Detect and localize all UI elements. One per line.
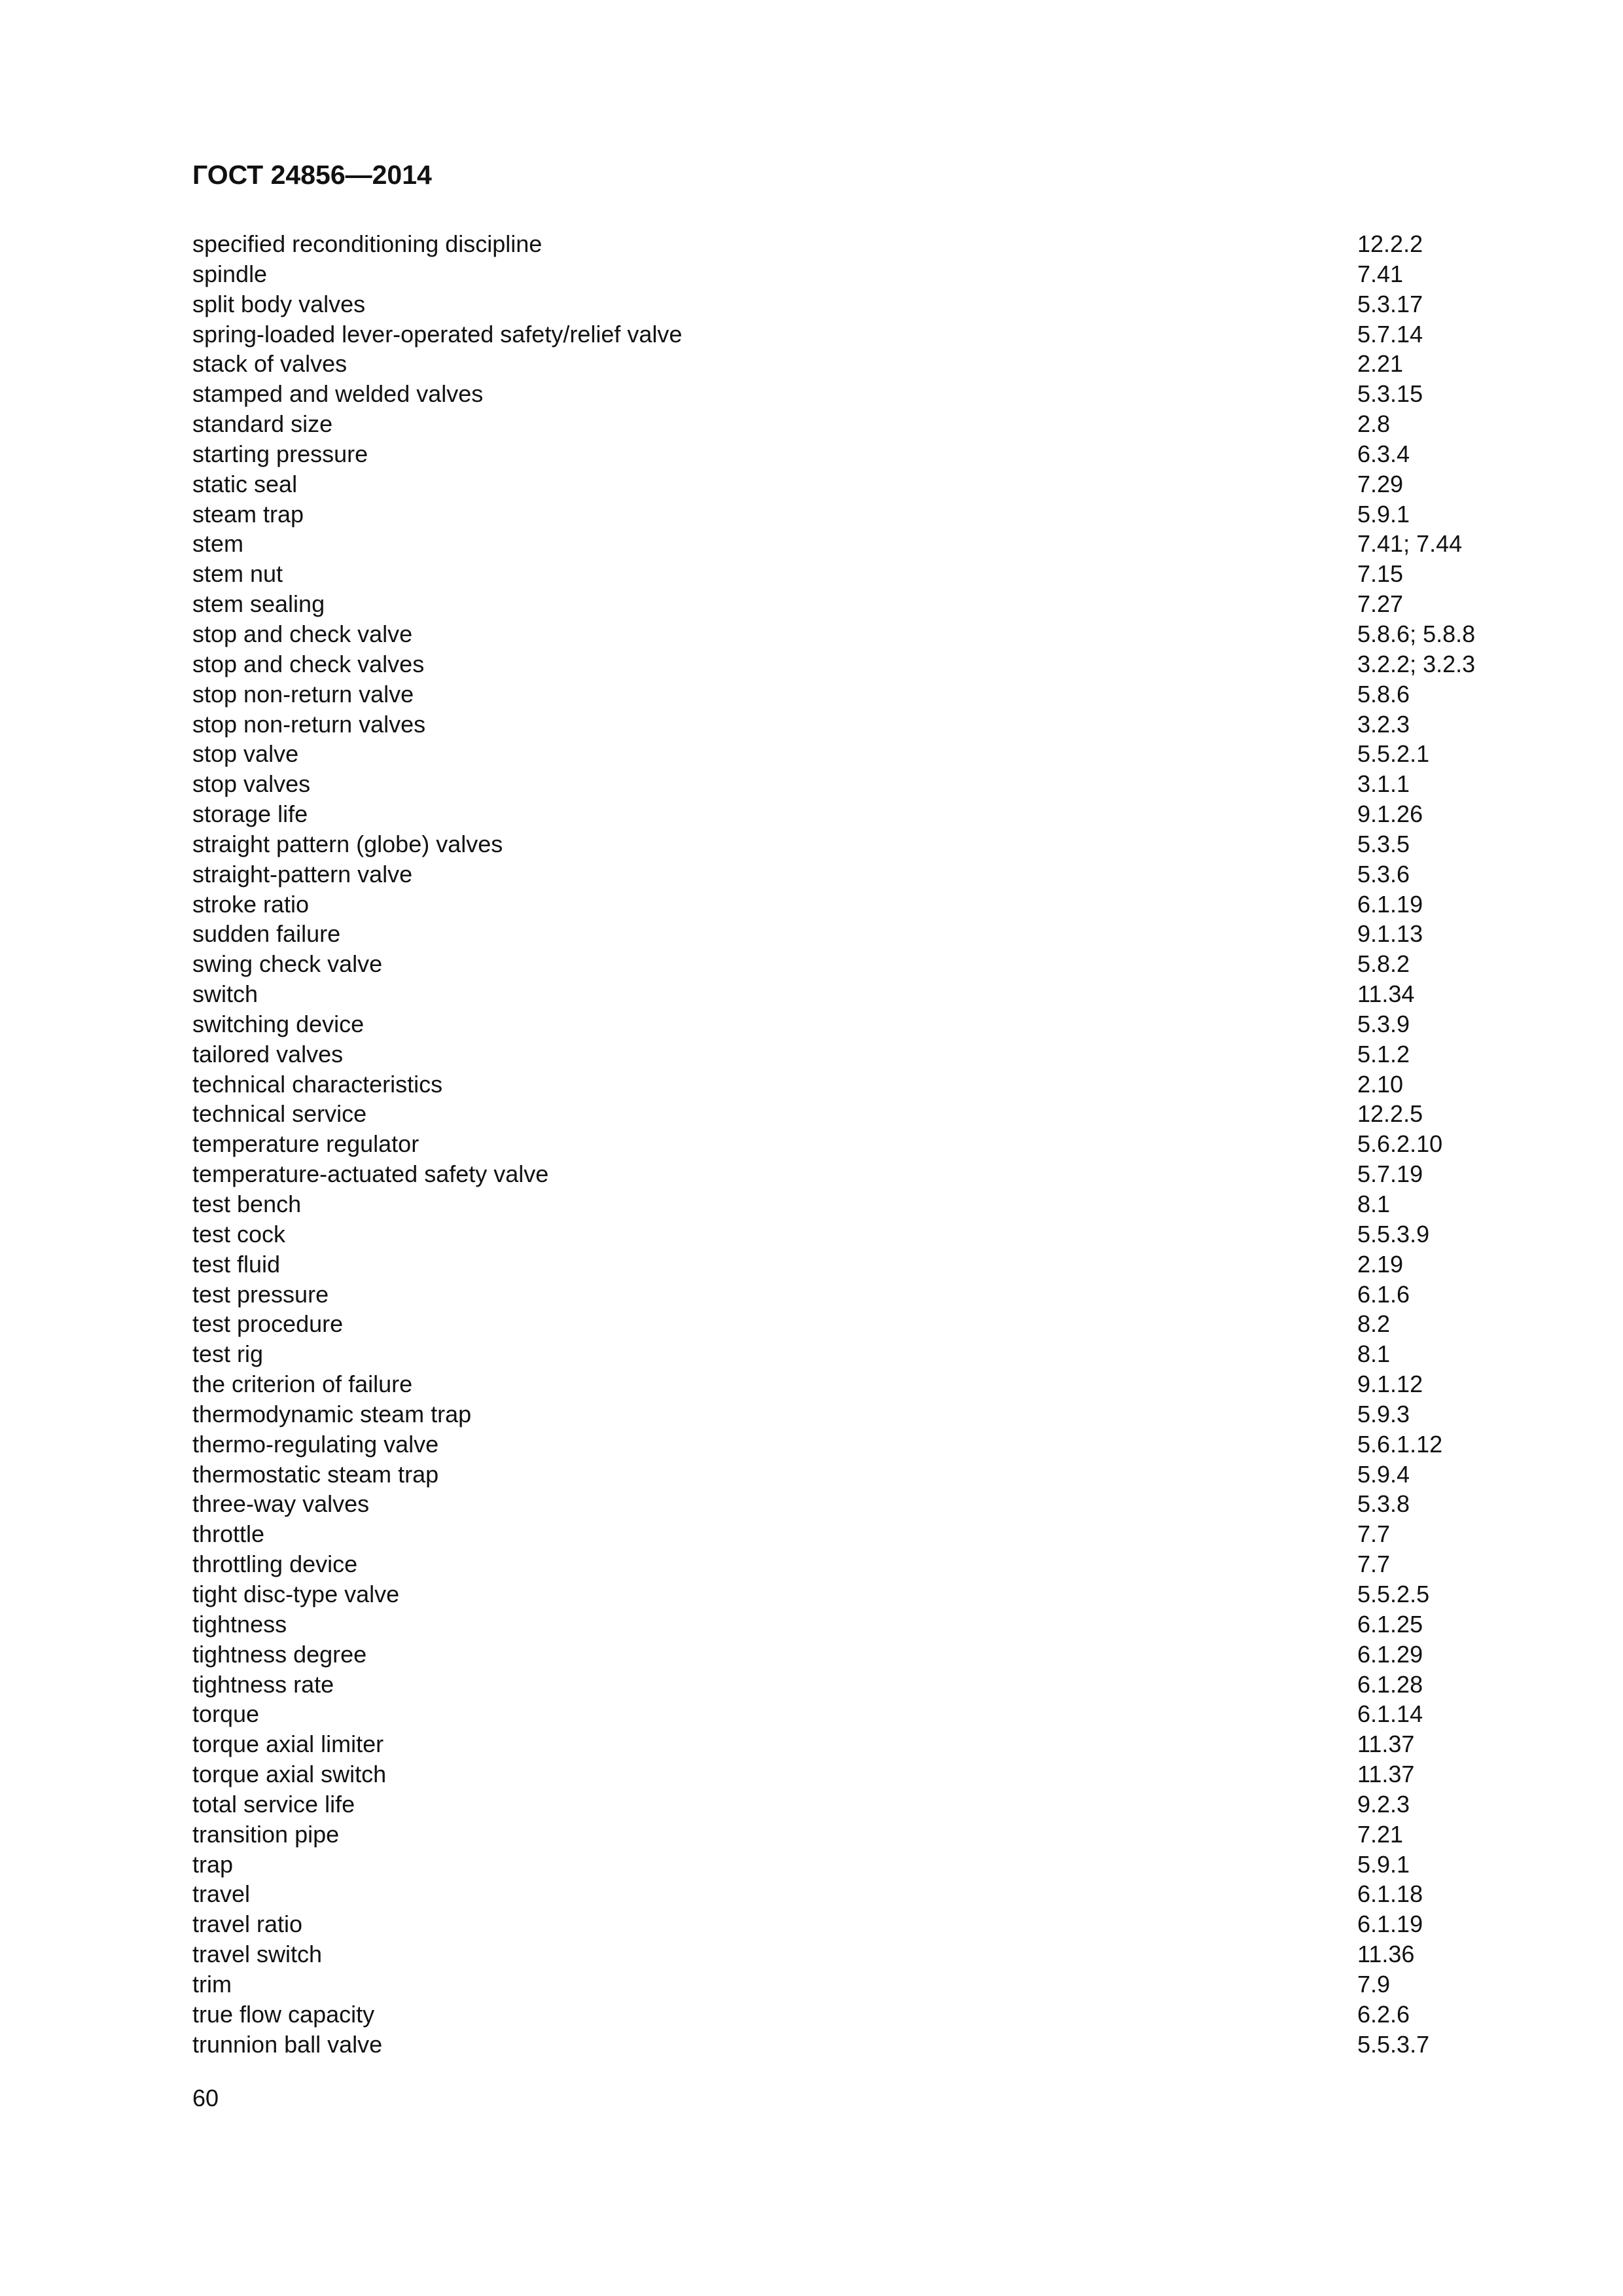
index-term: sudden failure	[192, 920, 341, 948]
index-reference: 6.1.29	[1357, 1640, 1423, 1668]
index-entry	[192, 1640, 1501, 1670]
index-entry	[192, 1249, 1501, 1280]
index-term: static seal	[192, 470, 298, 497]
index-reference: 6.1.25	[1357, 1610, 1423, 1638]
index-reference: 5.5.2.1	[1357, 740, 1430, 768]
index-term: test bench	[192, 1191, 302, 1217]
index-reference: 2.21	[1357, 350, 1404, 378]
index-entry	[192, 1969, 1501, 2000]
index-entry	[192, 1159, 1501, 1189]
index-reference: 5.6.2.10	[1357, 1130, 1443, 1158]
index-entry	[192, 2030, 1501, 2060]
index-term: stop valve	[192, 740, 299, 768]
index-entry	[192, 709, 1501, 740]
index-reference: 6.1.19	[1357, 1910, 1423, 1938]
index-reference: 8.2	[1357, 1310, 1391, 1338]
index-reference: 5.1.2	[1357, 1040, 1410, 1067]
index-entry	[192, 469, 1501, 499]
index-entry	[192, 1609, 1501, 1640]
index-entry	[192, 559, 1501, 589]
index-term: test procedure	[192, 1310, 344, 1338]
document-header: ГОСТ 24856—2014	[192, 160, 432, 190]
index-reference: 8.1	[1357, 1191, 1391, 1217]
index-term: switching device	[192, 1010, 365, 1037]
index-entry	[192, 439, 1501, 469]
index-reference: 9.1.26	[1357, 800, 1423, 828]
index-term: trap	[192, 1850, 234, 1878]
index-entry	[192, 1939, 1501, 1969]
index-reference: 7.41	[1357, 260, 1404, 287]
index-reference: 7.21	[1357, 1820, 1404, 1848]
index-reference: 5.3.6	[1357, 860, 1410, 888]
index-term: tailored valves	[192, 1040, 344, 1067]
index-entry	[192, 1429, 1501, 1460]
index-entry	[192, 529, 1501, 559]
index-entry	[192, 1129, 1501, 1159]
index-entry	[192, 1219, 1501, 1249]
index-entry	[192, 349, 1501, 379]
index-term: three-way valves	[192, 1490, 370, 1518]
index-reference: 2.19	[1357, 1250, 1404, 1278]
index-term: travel switch	[192, 1941, 323, 1968]
index-entry	[192, 319, 1501, 350]
index-entry	[192, 859, 1501, 889]
index-entry	[192, 1369, 1501, 1399]
index-entry	[192, 1339, 1501, 1369]
index-term: transition pipe	[192, 1820, 340, 1848]
index-reference: 7.7	[1357, 1520, 1391, 1548]
index-term: test rig	[192, 1340, 264, 1368]
index-reference: 5.5.2.5	[1357, 1580, 1430, 1607]
index-term: swing check valve	[192, 950, 383, 978]
index-term: stem sealing	[192, 590, 325, 618]
index-reference: 3.2.3	[1357, 710, 1410, 738]
index-entry	[192, 949, 1501, 979]
index-entry	[192, 769, 1501, 799]
index-entry	[192, 379, 1501, 409]
index-reference: 11.34	[1357, 980, 1415, 1008]
index-term: thermodynamic steam trap	[192, 1400, 472, 1427]
index-reference: 5.8.6	[1357, 680, 1410, 708]
index-term: switch	[192, 980, 259, 1008]
index-term: thermo-regulating valve	[192, 1430, 439, 1458]
index-term: temperature-actuated safety valve	[192, 1160, 549, 1188]
index-reference: 11.36	[1357, 1941, 1415, 1968]
index-term: stop non-return valve	[192, 680, 414, 708]
index-term: tightness	[192, 1610, 287, 1638]
index-term: test pressure	[192, 1280, 329, 1308]
index-reference: 5.3.5	[1357, 830, 1410, 857]
index-reference: 11.37	[1357, 1731, 1415, 1758]
index-reference: 6.3.4	[1357, 440, 1410, 467]
index-entry	[192, 2000, 1501, 2030]
index-term: tight disc-type valve	[192, 1580, 400, 1607]
index-entry	[192, 1579, 1501, 1609]
index-reference: 5.7.14	[1357, 320, 1423, 348]
index-entry	[192, 1280, 1501, 1310]
index-term: specified reconditioning discipline	[192, 230, 543, 257]
index-term: torque axial limiter	[192, 1731, 384, 1758]
index-reference: 7.27	[1357, 590, 1404, 618]
index-entry	[192, 409, 1501, 439]
index-reference: 5.5.3.9	[1357, 1220, 1430, 1247]
index-reference: 7.9	[1357, 1970, 1391, 1998]
index-term: total service life	[192, 1790, 355, 1818]
index-entry	[192, 1099, 1501, 1129]
index-entry	[192, 1729, 1501, 1759]
index-reference: 12.2.2	[1357, 230, 1423, 257]
index-term: steam trap	[192, 500, 304, 528]
index-reference: 5.3.9	[1357, 1010, 1410, 1037]
index-reference: 11.37	[1357, 1761, 1415, 1788]
index-term: stop non-return valves	[192, 710, 426, 738]
index-term: spindle	[192, 260, 268, 287]
index-entry	[192, 1009, 1501, 1039]
index-reference: 7.7	[1357, 1551, 1391, 1578]
index-reference: 5.3.15	[1357, 380, 1423, 408]
index-reference: 7.15	[1357, 560, 1404, 588]
index-entry	[192, 1670, 1501, 1700]
index-entry	[192, 799, 1501, 829]
index-term: temperature regulator	[192, 1130, 419, 1158]
index-reference: 5.3.8	[1357, 1490, 1410, 1518]
index-entry	[192, 1399, 1501, 1429]
index-entry	[192, 1460, 1501, 1490]
index-term: tightness degree	[192, 1640, 367, 1668]
index-reference: 5.9.3	[1357, 1400, 1410, 1427]
index-reference: 5.7.19	[1357, 1160, 1423, 1188]
index-term: stroke ratio	[192, 890, 310, 918]
index-entry	[192, 1309, 1501, 1339]
index-term: stem	[192, 530, 244, 558]
index-reference: 7.41; 7.44	[1357, 530, 1463, 558]
index-reference: 2.10	[1357, 1070, 1404, 1098]
index-term: stem nut	[192, 560, 283, 588]
index-entry	[192, 1759, 1501, 1789]
index-term: stamped and welded valves	[192, 380, 484, 408]
index-term: test fluid	[192, 1250, 281, 1278]
index-entry	[192, 1489, 1501, 1519]
index-term: stop and check valve	[192, 620, 413, 647]
index-entry	[192, 1789, 1501, 1820]
index-term: stop valves	[192, 770, 311, 798]
index-entry	[192, 1519, 1501, 1549]
index-entry	[192, 289, 1501, 319]
index-reference: 6.1.18	[1357, 1880, 1423, 1908]
index-term: stop and check valves	[192, 650, 425, 677]
index-term: starting pressure	[192, 440, 368, 467]
index-entry	[192, 649, 1501, 679]
index-reference: 5.5.3.7	[1357, 2030, 1430, 2058]
index-reference: 9.1.13	[1357, 920, 1423, 948]
index-reference: 6.1.28	[1357, 1670, 1423, 1698]
index-list	[192, 229, 1501, 2059]
index-term: stack of valves	[192, 350, 348, 378]
index-entry	[192, 739, 1501, 769]
index-entry	[192, 829, 1501, 859]
index-term: thermostatic steam trap	[192, 1460, 439, 1488]
index-entry	[192, 919, 1501, 949]
index-reference: 6.2.6	[1357, 2000, 1410, 2028]
index-entry	[192, 1850, 1501, 1880]
index-entry	[192, 1820, 1501, 1850]
index-entry	[192, 1909, 1501, 1939]
index-term: straight pattern (globe) valves	[192, 830, 503, 857]
index-term: technical characteristics	[192, 1070, 443, 1098]
index-term: travel ratio	[192, 1910, 303, 1938]
index-entry	[192, 1069, 1501, 1100]
index-reference: 5.9.1	[1357, 1850, 1410, 1878]
index-entry	[192, 1549, 1501, 1579]
index-entry	[192, 1039, 1501, 1069]
index-reference: 6.1.19	[1357, 890, 1423, 918]
index-entry	[192, 1189, 1501, 1219]
index-term: storage life	[192, 800, 308, 828]
index-term: torque axial switch	[192, 1761, 387, 1788]
index-reference: 7.29	[1357, 470, 1404, 497]
index-reference: 9.2.3	[1357, 1790, 1410, 1818]
index-reference: 2.8	[1357, 410, 1391, 438]
index-term: throttling device	[192, 1551, 358, 1578]
page-number: 60	[192, 2085, 219, 2111]
index-term: torque	[192, 1700, 260, 1728]
index-reference: 5.9.1	[1357, 500, 1410, 528]
index-reference: 3.1.1	[1357, 770, 1410, 798]
index-reference: 12.2.5	[1357, 1100, 1423, 1128]
index-term: technical service	[192, 1100, 367, 1128]
index-reference: 3.2.2; 3.2.3	[1357, 650, 1476, 677]
index-entry	[192, 889, 1501, 920]
index-term: spring-loaded lever-operated safety/relief valve	[192, 320, 683, 348]
index-term: the criterion of failure	[192, 1371, 413, 1398]
index-reference: 5.8.2	[1357, 950, 1410, 978]
index-entry	[192, 979, 1501, 1009]
index-term: test cock	[192, 1220, 286, 1247]
index-reference: 5.8.6; 5.8.8	[1357, 620, 1476, 647]
index-entry	[192, 229, 1501, 259]
index-entry	[192, 679, 1501, 709]
index-term: straight-pattern valve	[192, 860, 413, 888]
index-entry	[192, 499, 1501, 529]
index-term: true flow capacity	[192, 2000, 375, 2028]
index-reference: 5.3.17	[1357, 290, 1423, 317]
index-reference: 5.9.4	[1357, 1460, 1410, 1488]
index-entry	[192, 589, 1501, 619]
index-term: trim	[192, 1970, 232, 1998]
index-term: standard size	[192, 410, 333, 438]
index-entry	[192, 259, 1501, 289]
index-entry	[192, 619, 1501, 649]
index-entry	[192, 1879, 1501, 1909]
index-term: split body valves	[192, 290, 366, 317]
index-term: trunnion ball valve	[192, 2030, 383, 2058]
index-reference: 8.1	[1357, 1340, 1391, 1368]
index-entry	[192, 1699, 1501, 1729]
index-reference: 5.6.1.12	[1357, 1430, 1443, 1458]
index-reference: 9.1.12	[1357, 1371, 1423, 1398]
index-term: tightness rate	[192, 1670, 334, 1698]
index-reference: 6.1.14	[1357, 1700, 1423, 1728]
index-reference: 6.1.6	[1357, 1280, 1410, 1308]
index-term: travel	[192, 1880, 251, 1908]
index-term: throttle	[192, 1520, 265, 1548]
